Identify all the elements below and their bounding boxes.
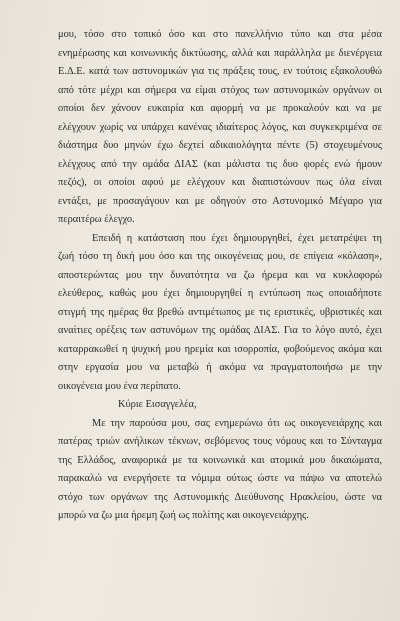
text-line: εντάξει, με προσαγάγουν και με οδηγούν στο Αστυνομικό Μέγαρο για: [58, 195, 382, 207]
text-line: οικογένεια μου ένα περίπατο.: [58, 380, 181, 392]
text-line: καταρρακωθεί η ψυχική μου ηρεμία και ισορροπία, φοβούμενος ακόμα και: [58, 343, 382, 355]
text-line: Ε.Δ.Ε. κατά των αστυνομικών για τις πράξεις τους, εν τούτοις εξακολουθώ: [58, 66, 382, 78]
text-line: ελέγχουν χωρίς να υπάρχει κανένας ιδιαίτερος λόγος, και συγκεκριμένα σε: [58, 121, 382, 133]
text-line: διάστημα δυο μηνών έχω δεχτεί αδικαιολόγητα πέντε (5) στοχευμένους: [58, 140, 382, 152]
text-line: πατέρας τριών ανήλικων τέκνων, σεβόμενος τους νόμους και το Σύνταγμα: [58, 436, 382, 448]
text-line: πεζός), οι οποίοι αφού με ελέγχουν και διαπιστώνουν πως όλα είναι: [58, 177, 382, 189]
text-line: στην εργασία μου να μεταβώ ή ακόμα να πραγματοποιήσω με την: [58, 362, 382, 374]
text-line: οποίοι δεν χάνουν ευκαιρία και αφορμή να με προκαλούν και να με: [58, 103, 382, 115]
text-line: αναίτιες ορέξεις των αστυνόμων της ομάδας ΔΙΑΣ. Για το λόγο αυτό, έχει: [58, 325, 382, 337]
text-line: ενημέρωσης και κοινωνικής δικτύωσης, αλλά και παράλληλα με διενέργεια: [58, 47, 382, 59]
text-line: στόχο των οργάνων της Αστυνομικής Διεύθυνσης Ηρακλείου, ώστε να: [58, 491, 382, 503]
text-line: Με την παρούσα μου, σας ενημερώνω ότι ως οικογενειάρχης και: [92, 417, 382, 429]
text-line: ελεύθερος, καθώς μου έχει δημιουργηθεί η εντύπωση πως οποιαδήποτε: [58, 288, 382, 300]
salutation-line: Κύριε Εισαγγελέα,: [118, 399, 197, 411]
letter-body: [58, 26, 382, 526]
text-line: μου, τόσο στο τοπικό όσο και στο πανελλήνιο τύπο και στα μέσα: [58, 29, 382, 40]
salutation: [58, 396, 382, 415]
text-line: στιγμή της ημέρας θα βρεθώ αντιμέτωπος με τις εριστικές, υβριστικές και: [58, 306, 382, 318]
text-line: της Ελλάδος, αναφορικά με τα κοινωνικά και ατομικά μου δικαιώματα,: [58, 454, 382, 466]
paragraph-1: [58, 26, 382, 230]
text-line: μπορώ να ζω μια ήρεμη ζωή ως πολίτης και οικογενειάρχης.: [58, 510, 309, 522]
text-line: από τότε μέχρι και σήμερα να είμαι στόχος των αστυνομικών οργάνων οι: [58, 84, 382, 96]
paragraph-3: [58, 415, 382, 526]
paragraph-2: [58, 230, 382, 397]
text-line: παρακαλώ να ενεργήσετε τα νόμιμα ούτως ώστε να πάψω να αποτελώ: [58, 473, 382, 485]
text-line: αποστερώντας μου την δυνατότητα να ζω ήρεμα και να κυκλοφορώ: [58, 269, 382, 281]
text-line: ελέγχους από την ομάδα ΔΙΑΣ (και μάλιστα τις δυο φορές ενώ ήμουν: [58, 158, 382, 170]
text-line: περαιτέρω έλεγχο.: [58, 214, 135, 226]
text-line: ζωή τόσο τη δική μου όσο και της οικογένειας μου, σε επίγεια «κόλαση»,: [58, 251, 382, 263]
text-line: Επειδή η κατάσταση που έχει δημιουργηθεί, έχει μετατρέψει τη: [92, 232, 382, 244]
